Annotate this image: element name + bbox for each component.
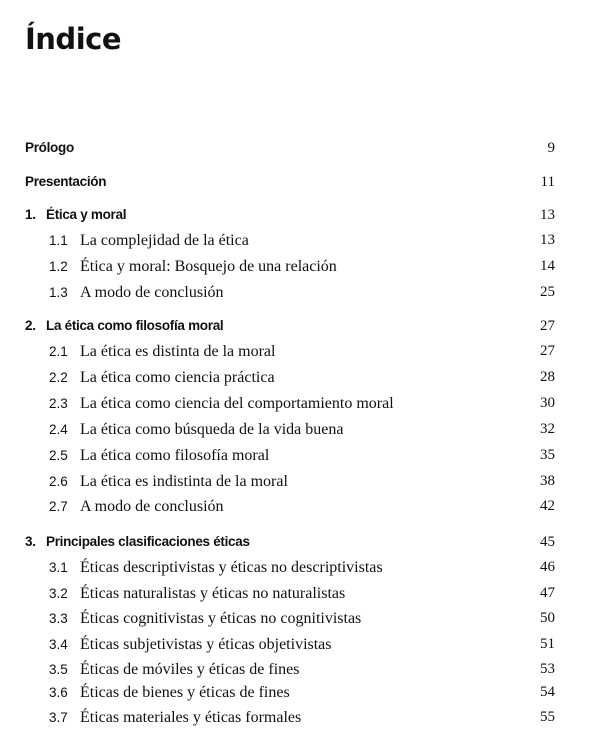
toc-chapter-2[interactable] — [0, 318, 600, 340]
toc-entry-number: 1.2 — [49, 259, 68, 274]
toc-section-2-7[interactable] — [0, 498, 600, 520]
toc-section-2-2[interactable] — [0, 369, 600, 391]
toc-entry-page: 30 — [540, 395, 555, 411]
toc-entry-number: 2. — [25, 318, 36, 333]
toc-entry-title: La ética como filosofía moral — [80, 447, 270, 464]
toc-section-3-7[interactable] — [0, 709, 600, 731]
toc-entry-page: 28 — [540, 369, 555, 385]
toc-entry-number: 2.2 — [49, 370, 68, 385]
toc-entry-title: La ética como filosofía moral — [46, 318, 224, 333]
toc-entry-presentacion[interactable] — [0, 174, 600, 196]
toc-entry-title: Ética y moral — [46, 207, 127, 222]
toc-entry-number: 2.7 — [49, 499, 68, 514]
toc-entry-title: La ética como ciencia práctica — [80, 369, 275, 386]
toc-entry-title: Ética y moral: Bosquejo de una relación — [80, 258, 337, 275]
toc-entry-number: 3.7 — [49, 710, 68, 725]
toc-section-2-5[interactable] — [0, 447, 600, 469]
toc-entry-number: 2.5 — [49, 448, 68, 463]
toc-entry-title: La complejidad de la ética — [80, 232, 249, 249]
toc-entry-title: A modo de conclusión — [80, 284, 224, 301]
toc-section-1-3[interactable] — [0, 284, 600, 306]
toc-entry-title: La ética como ciencia del comportamiento moral — [80, 395, 394, 412]
toc-entry-title: A modo de conclusión — [80, 498, 224, 515]
toc-section-2-4[interactable] — [0, 421, 600, 443]
toc-entry-title: Prólogo — [25, 140, 74, 155]
toc-entry-page: 45 — [540, 534, 555, 550]
toc-entry-prologo[interactable] — [0, 140, 600, 162]
toc-section-1-1[interactable] — [0, 232, 600, 254]
toc-entry-number: 1.1 — [49, 233, 68, 248]
toc-chapter-1[interactable] — [0, 207, 600, 229]
toc-entry-page: 54 — [540, 684, 555, 700]
toc-entry-title: La ética es distinta de la moral — [80, 343, 276, 360]
toc-entry-title: Presentación — [25, 174, 107, 189]
toc-section-3-3[interactable] — [0, 610, 600, 632]
toc-entry-title: La ética como búsqueda de la vida buena — [80, 421, 344, 438]
toc-entry-page: 25 — [540, 284, 555, 300]
toc-section-3-1[interactable] — [0, 559, 600, 581]
toc-entry-number: 3.6 — [49, 685, 68, 700]
toc-entry-page: 27 — [540, 318, 555, 334]
toc-entry-number: 2.6 — [49, 474, 68, 489]
toc-entry-title: Éticas de bienes y éticas de fines — [80, 684, 290, 701]
toc-entry-page: 46 — [540, 559, 555, 575]
toc-entry-number: 3.3 — [49, 611, 68, 626]
toc-section-2-1[interactable] — [0, 343, 600, 365]
toc-entry-title: Principales clasificaciones éticas — [46, 534, 250, 549]
toc-entry-number: 3.1 — [49, 560, 68, 575]
toc-entry-page: 35 — [540, 447, 555, 463]
toc-section-1-2[interactable] — [0, 258, 600, 280]
toc-entry-title: Éticas materiales y éticas formales — [80, 709, 302, 726]
toc-entry-number: 3.4 — [49, 637, 68, 652]
toc-chapter-3[interactable] — [0, 534, 600, 556]
toc-entry-page: 9 — [547, 140, 555, 156]
toc-section-3-4[interactable] — [0, 636, 600, 658]
toc-entry-number: 3.5 — [49, 662, 68, 677]
toc-entry-title: Éticas de móviles y éticas de fines — [80, 661, 300, 678]
toc-section-3-5[interactable] — [0, 661, 600, 683]
toc-entry-page: 32 — [540, 421, 555, 437]
toc-entry-page: 11 — [540, 174, 555, 190]
toc-entry-page: 47 — [540, 585, 555, 601]
toc-entry-number: 2.3 — [49, 396, 68, 411]
toc-entry-number: 3. — [25, 534, 36, 549]
toc-entry-title: Éticas subjetivistas y éticas objetivistas — [80, 636, 332, 653]
toc-entry-page: 50 — [540, 610, 555, 626]
toc-entry-page: 42 — [540, 498, 555, 514]
toc-entry-title: La ética es indistinta de la moral — [80, 473, 288, 490]
toc-section-3-6[interactable] — [0, 684, 600, 706]
toc-entry-number: 3.2 — [49, 586, 68, 601]
toc-entry-title: Éticas descriptivistas y éticas no descriptivistas — [80, 559, 383, 576]
toc-entry-title: Éticas naturalistas y éticas no naturalistas — [80, 585, 346, 602]
page-title: Índice — [25, 22, 121, 56]
toc-section-3-2[interactable] — [0, 585, 600, 607]
toc-entry-page: 27 — [540, 343, 555, 359]
toc-entry-page: 14 — [540, 258, 555, 274]
toc-entry-page: 13 — [540, 207, 555, 223]
toc-entry-number: 2.1 — [49, 344, 68, 359]
toc-section-2-6[interactable] — [0, 473, 600, 495]
toc-entry-number: 1.3 — [49, 285, 68, 300]
toc-entry-page: 13 — [540, 232, 555, 248]
toc-entry-number: 2.4 — [49, 422, 68, 437]
toc-entry-title: Éticas cognitivistas y éticas no cognitivistas — [80, 610, 362, 627]
toc-entry-page: 51 — [540, 636, 555, 652]
toc-entry-page: 38 — [540, 473, 555, 489]
toc-entry-number: 1. — [25, 207, 36, 222]
toc-entry-page: 55 — [540, 709, 555, 725]
toc-entry-page: 53 — [540, 661, 555, 677]
toc-section-2-3[interactable] — [0, 395, 600, 417]
